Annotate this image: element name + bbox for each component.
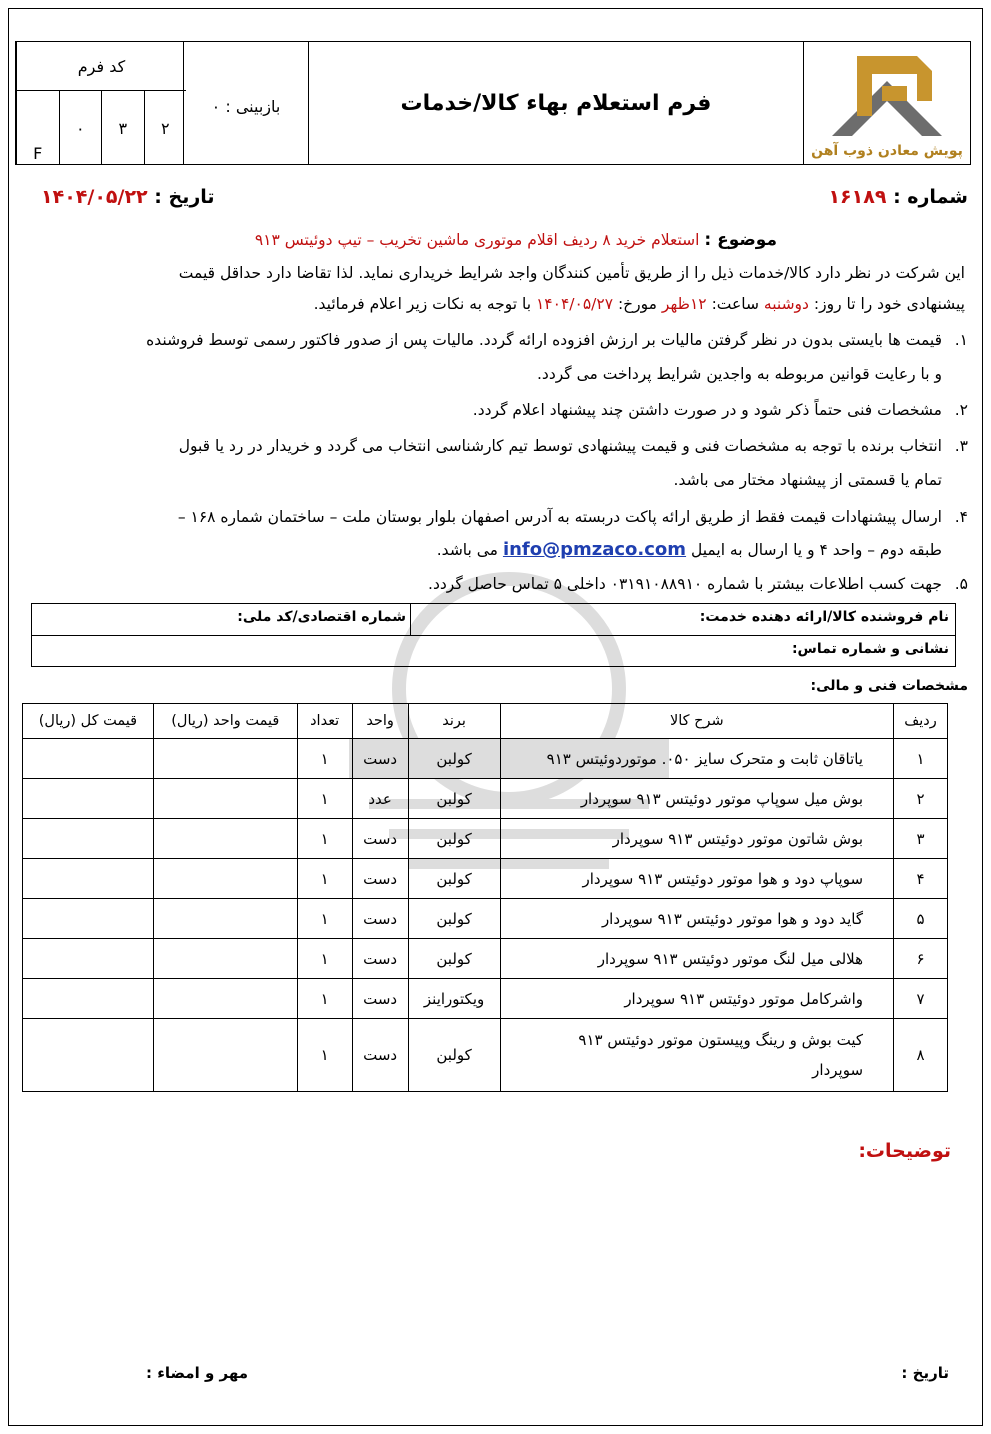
total-price-cell[interactable]: [23, 1019, 154, 1092]
unit-price-cell[interactable]: [153, 859, 297, 899]
form-code-block: [16, 42, 186, 164]
note-3-num: ۳.: [954, 437, 968, 455]
table-row: [23, 859, 948, 899]
unit-price-cell[interactable]: [153, 819, 297, 859]
item-unit: دست: [352, 939, 408, 979]
revision-label: بازبینی : ۰: [183, 42, 308, 164]
note-2-num: ۲.: [954, 401, 968, 419]
item-unit: عدد: [352, 779, 408, 819]
note-5-line-1: جهت کسب اطلاعات بیشتر با شماره ۰۳۱۹۱۰۸۸۹۱۰ داخلی ۵ تماس حاصل گردد.: [428, 575, 942, 593]
doc-number: شماره : ۱۶۱۸۹: [828, 186, 968, 208]
item-brand: کولبن: [408, 939, 500, 979]
item-brand: کولبن: [408, 1019, 500, 1092]
vendor-name-label: نام فروشنده کالا/ارائه دهنده خدمت:: [699, 609, 949, 625]
item-unit: دست: [352, 1019, 408, 1092]
item-brand: کولبن: [408, 859, 500, 899]
item-qty: ۱: [297, 939, 352, 979]
item-qty: ۱: [297, 779, 352, 819]
item-description: [500, 1019, 893, 1092]
item-description-line: سوپردار: [812, 1061, 864, 1079]
note-4-num: ۴.: [954, 508, 968, 526]
total-price-cell[interactable]: [23, 859, 154, 899]
total-price-cell[interactable]: [23, 939, 154, 979]
table-row: [23, 1019, 948, 1092]
col-header-unit-price: قیمت واحد (ریال): [153, 704, 297, 739]
company-logo: [803, 42, 970, 164]
col-header-qty: تعداد: [297, 704, 352, 739]
row-number: ۴: [894, 859, 948, 899]
item-qty: ۱: [297, 899, 352, 939]
row-number: ۱: [894, 739, 948, 779]
unit-price-cell[interactable]: [153, 899, 297, 939]
item-qty: ۱: [297, 859, 352, 899]
unit-price-cell[interactable]: [153, 979, 297, 1019]
item-unit: دست: [352, 819, 408, 859]
note-1-line-2: و با رعایت قوانین مربوطه به واجدین شرایط پرداخت می گردد.: [537, 365, 942, 383]
table-row: [23, 739, 948, 779]
doc-date: تاریخ : ۱۴۰۴/۰۵/۲۲: [41, 186, 215, 208]
subject-line: موضوع : استعلام خرید ۸ ردیف اقلام موتوری ماشین تخریب – تیپ دوئیتس ۹۱۳: [254, 230, 777, 250]
form-code-digit: ۲: [144, 91, 187, 165]
row-number: ۶: [894, 939, 948, 979]
row-number: ۲: [894, 779, 948, 819]
note-5-num: ۵.: [954, 575, 968, 593]
table-header-row: [23, 704, 948, 739]
item-qty: ۱: [297, 1019, 352, 1092]
table-row: [23, 819, 948, 859]
item-description: هلالی میل لنگ موتور دوئیتس ۹۱۳ سوپردار: [500, 939, 893, 979]
email-link[interactable]: info@pmzaco.com: [502, 539, 687, 560]
note-4-line-2: طبقه دوم – واحد ۴ و یا ارسال به ایمیل info@pmzaco.com می باشد.: [436, 539, 942, 560]
item-qty: ۱: [297, 739, 352, 779]
item-description: سوپاپ دود و هوا موتور دوئیتس ۹۱۳ سوپردار: [500, 859, 893, 899]
row-number: ۵: [894, 899, 948, 939]
vendor-info-box: [31, 603, 956, 667]
note-4-line-1: ارسال پیشنهادات قیمت فقط از طریق ارائه پاکت دربسته به آدرس اصفهان بلوار بوستان ملت – ساختمان شماره ۱۶۸ –: [177, 508, 942, 526]
logo-text: پویش معادن ذوب آهن: [811, 143, 963, 159]
item-brand: کولبن: [408, 739, 500, 779]
remarks-label: توضیحات:: [858, 1140, 951, 1162]
form-code-label: کد فرم: [17, 42, 186, 91]
col-header-description: شرح کالا: [500, 704, 893, 739]
table-row: [23, 779, 948, 819]
address-field[interactable]: [32, 635, 955, 667]
item-description-line: کیت بوش و رینگ وپیستون موتور دوئیتس ۹۱۳: [578, 1031, 864, 1049]
item-brand: کولبن: [408, 779, 500, 819]
form-code-digit: F: [33, 144, 43, 163]
unit-price-cell[interactable]: [153, 1019, 297, 1092]
specs-label: مشخصات فنی و مالی:: [810, 678, 968, 694]
form-title: فرم استعلام بهاء کالا/خدمات: [308, 42, 803, 164]
note-1-num: ۱.: [954, 331, 968, 349]
form-header: [15, 41, 971, 165]
item-unit: دست: [352, 899, 408, 939]
economic-code-field[interactable]: [32, 604, 412, 635]
form-code-digit: ۰: [59, 91, 102, 165]
economic-code-label: شماره اقتصادی/کد ملی:: [237, 609, 406, 625]
logo-mark-icon: [812, 46, 962, 141]
col-header-unit: واحد: [352, 704, 408, 739]
item-unit: دست: [352, 979, 408, 1019]
item-unit: دست: [352, 859, 408, 899]
note-1-line-1: قیمت ها بایستی بدون در نظر گرفتن مالیات بر ارزش افزوده ارائه گردد. مالیات پس از صدور فاکتور رسمی توسط فروشنده: [146, 331, 942, 349]
row-number: ۸: [894, 1019, 948, 1092]
item-brand: کولبن: [408, 899, 500, 939]
form-code-digit: ۳: [101, 91, 144, 165]
item-description: گاید دود و هوا موتور دوئیتس ۹۱۳ سوپردار: [500, 899, 893, 939]
item-qty: ۱: [297, 979, 352, 1019]
item-description: یاتاقان ثابت و متحرک سایز ۰۵۰. موتوردوئیتس ۹۱۳: [500, 739, 893, 779]
unit-price-cell[interactable]: [153, 939, 297, 979]
col-header-total-price: قیمت کل (ریال): [23, 704, 154, 739]
total-price-cell[interactable]: [23, 899, 154, 939]
item-qty: ۱: [297, 819, 352, 859]
table-row: [23, 979, 948, 1019]
item-description: بوش میل سوپاپ موتور دوئیتس ۹۱۳ سوپردار: [500, 779, 893, 819]
note-3-line-1: انتخاب برنده با توجه به مشخصات فنی و قیمت پیشنهادی توسط تیم کارشناسی انتخاب می گردد و خریدار در رد یا قبول: [178, 437, 942, 455]
address-label: نشانی و شماره تماس:: [791, 641, 949, 657]
unit-price-cell[interactable]: [153, 779, 297, 819]
total-price-cell[interactable]: [23, 819, 154, 859]
vendor-name-field[interactable]: [410, 604, 955, 635]
table-row: [23, 939, 948, 979]
seal-signature-label: مهر و امضاء :: [146, 1364, 249, 1382]
total-price-cell[interactable]: [23, 979, 154, 1019]
total-price-cell[interactable]: [23, 779, 154, 819]
row-number: ۳: [894, 819, 948, 859]
col-header-brand: برند: [408, 704, 500, 739]
row-number: ۷: [894, 979, 948, 1019]
item-brand: کولبن: [408, 819, 500, 859]
note-3-line-2: تمام یا قسمتی از پیشنهاد مختار می باشد.: [673, 471, 942, 489]
form-code-digits: [17, 91, 186, 165]
footer-date-label: تاریخ :: [901, 1364, 949, 1382]
table-row: [23, 899, 948, 939]
note-2-line-1: مشخصات فنی حتماً ذکر شود و در صورت داشتن چند پیشنهاد اعلام گردد.: [472, 401, 942, 419]
item-brand: ویکتوراینز: [408, 979, 500, 1019]
intro-line-2: پیشنهادی خود را تا روز: دوشنبه ساعت: ۱۲ظهر مورخ: ۱۴۰۴/۰۵/۲۷ با توجه به نکات زیر اعلام فرمائید.: [313, 295, 965, 313]
item-unit: دست: [352, 739, 408, 779]
unit-price-cell[interactable]: [153, 739, 297, 779]
item-description: واشرکامل موتور دوئیتس ۹۱۳ سوپردار: [500, 979, 893, 1019]
intro-line-1: این شرکت در نظر دارد کالا/خدمات ذیل را از طریق تأمین کنندگان واجد شرایط خریداری نماید. لذا تقاضا دارد حداقل قیمت: [178, 264, 965, 282]
total-price-cell[interactable]: [23, 739, 154, 779]
item-description: بوش شاتون موتور دوئیتس ۹۱۳ سوپردار: [500, 819, 893, 859]
col-header-row-no: ردیف: [894, 704, 948, 739]
items-table: [22, 703, 948, 1092]
